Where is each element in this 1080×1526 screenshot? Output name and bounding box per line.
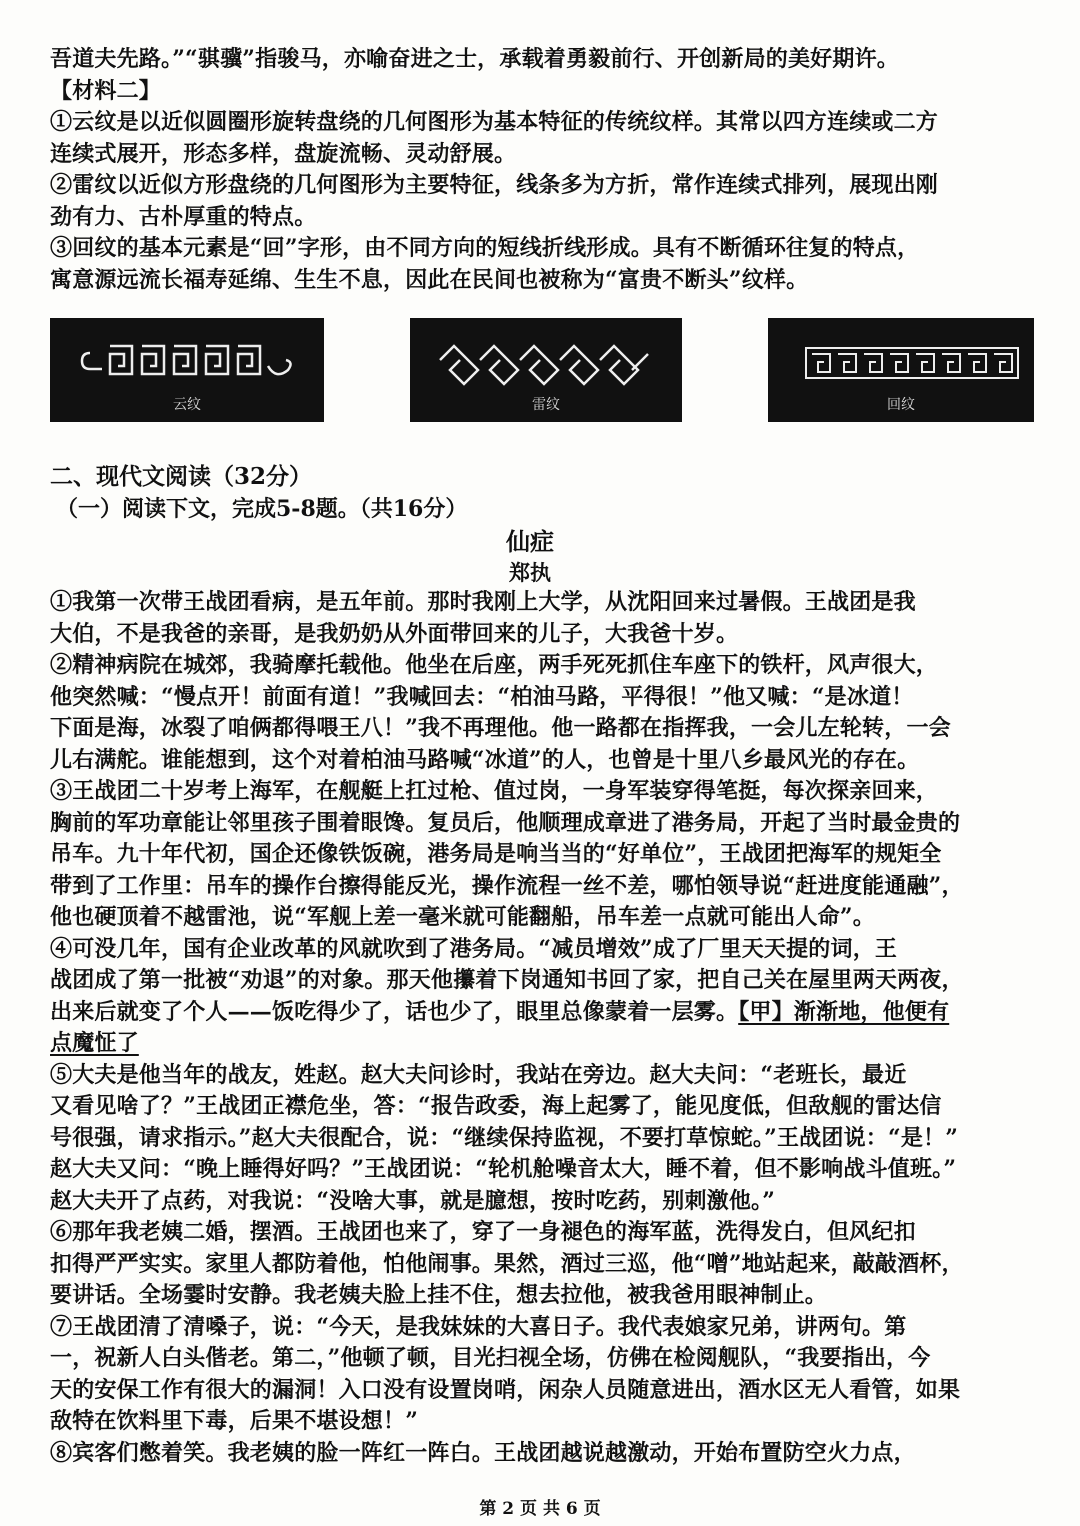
material2-line: ③回纹的基本元素是“回”字形，由不同方向的短线折线形成。具有不断循环往复的特点， (50, 235, 920, 261)
story-line: 要讲话。全场霎时安静。我老姨夫脸上挂不住，想去拉他，被我爸用眼神制止。 (50, 1282, 828, 1308)
story-line: 战团成了第一批被“劝退”的对象。那天他攥着下岗通知书回了家，把自己关在屋里两天两夜， (50, 967, 964, 993)
story-line (50, 997, 1010, 1029)
story-line: 又看见啥了？”王战团正襟危坐，答：“报告政委，海上起雾了，能见度低，但敌舰的雷达信 (50, 1093, 942, 1119)
meander-pattern-image (768, 318, 1034, 422)
story-line: ④可没几年，国有企业改革的风就吹到了港务局。“减员增效”成了厂里天天提的词，王 (50, 935, 898, 962)
pattern-images (50, 318, 1010, 430)
meander-pattern-caption: 回纹 (887, 397, 915, 413)
story-line-text: 出来后就变了个人——饭吃得少了，话也少了，眼里总像蒙着一层雾。 (50, 998, 739, 1025)
material2-line: 劲有力、古朴厚重的特点。 (50, 203, 317, 230)
exam-page (50, 44, 1010, 1469)
story-line: 胸前的军功章能让邻里孩子围着眼馋。复员后，他顺理成章进了港务局，开起了当时最金贵的 (50, 809, 961, 836)
material2-line: ②雷纹以近似方形盘绕的几何图形为主要特征，线条多为方折，常作连续式排列，展现出刚 (50, 172, 939, 198)
story-line: 一，祝新人白头偕老。第二，”他顿了顿，目光扫视全场，仿佛在检阅舰队，“我要指出，今 (50, 1345, 931, 1371)
story-title: 仙症 (506, 527, 554, 556)
story-line: 赵大夫又问：“晚上睡得好吗？”王战团说：“轮机舱噪音太大，睡不着，但不影响战斗值班。” (50, 1156, 957, 1182)
story-line: ①我第一次带王战团看病，是五年前。那时我刚上大学，从沈阳回来过暑假。王战团是我 (50, 589, 916, 615)
story-line: 大伯，不是我爸的亲哥，是我奶奶从外面带回来的儿子，大我爸十岁。 (50, 620, 739, 647)
jia-marker: 【甲】渐渐地，他便有 (738, 998, 950, 1025)
intro-line: 吾道夫先路。”“骐骥”指骏马，亦喻奋进之士，承载着勇毅前行、开创新局的美好期许。 (50, 46, 899, 72)
story-line: 敌特在饮料里下毒，后果不堪设想！” (50, 1408, 419, 1434)
story-author: 郑执 (509, 560, 551, 585)
story-line: 他突然喊：“慢点开！前面有道！”我喊回去：“柏油马路，平得很！”他又喊：“是冰道！ (50, 683, 914, 710)
cloud-pattern-image (50, 318, 324, 422)
question-instruction: （一）阅读下文，完成5-8题。（共16分） (56, 496, 468, 522)
material2-heading: 【材料二】 (50, 77, 162, 104)
story-line: ⑧宾客们憋着笑。我老姨的脸一阵红一阵白。王战团越说越激动，开始布置防空火力点， (50, 1439, 916, 1466)
story-line: ⑤大夫是他当年的战友，姓赵。赵大夫问诊时，我站在旁边。赵大夫问：“老班长，最近 (50, 1061, 907, 1088)
story-line: ⑦王战团清了清嗓子，说：“今天，是我妹妹的大喜日子。我代表娘家兄弟，讲两句。第 (50, 1313, 907, 1340)
story-line: ⑥那年我老姨二婚，摆酒。王战团也来了，穿了一身褪色的海军蓝，洗得发白，但风纪扣 (50, 1219, 916, 1245)
thunder-pattern-image (410, 318, 682, 422)
cloud-pattern-caption: 云纹 (173, 397, 201, 413)
thunder-pattern-caption: 雷纹 (532, 397, 560, 413)
story-line (50, 1028, 1010, 1060)
page-footer: 第 2 页 共 6 页 (479, 1499, 601, 1519)
story-line: ②精神病院在城郊，我骑摩托载他。他坐在后座，两手死死抓住车座下的铁杆，风声很大， (50, 652, 939, 678)
story-line: 扣得严严实实。家里人都防着他，怕他闹事。果然，酒过三巡，他“噌”地站起来，敲敲酒杯， (50, 1250, 964, 1277)
story-line: 赵大夫开了点药，对我说：“没啥大事，就是臆想，按时吃药，别刺激他。” (50, 1187, 776, 1214)
material2-line: 连续式展开，形态多样，盘旋流畅、灵动舒展。 (50, 140, 517, 167)
story-line: 儿右满舵。谁能想到，这个对着柏油马路喊“冰道”的人，也曾是十里八乡最风光的存在。 (50, 746, 920, 773)
section-title: 二、现代文阅读（32分） (50, 463, 313, 490)
story-line: ③王战团二十岁考上海军，在舰艇上扛过枪、值过岗，一身军装穿得笔挺，每次探亲回来， (50, 778, 939, 804)
story-line: 号很强，请求指示。”赵大夫很配合，说：“继续保持监视，不要打草惊蛇。”王战团说：“是！” (50, 1124, 959, 1151)
story-line: 他也硬顶着不越雷池，说“军舰上差一毫米就可能翻船，吊车差一点就可能出人命”。 (50, 904, 875, 930)
material2-line: ①云纹是以近似圆圈形旋转盘绕的几何图形为基本特征的传统纹样。其常以四方连续或二方 (50, 109, 939, 135)
story-line: 吊车。九十年代初，国企还像铁饭碗，港务局是响当当的“好单位”，王战团把海军的规矩全 (50, 841, 942, 867)
story-line: 带到了工作里：吊车的操作台擦得能反光，操作流程一丝不差，哪怕领导说“赶进度能通融”， (50, 872, 964, 899)
story-line: 天的安保工作有很大的漏洞！入口没有设置岗哨，闲杂人员随意进出，酒水区无人看管，如果 (50, 1376, 961, 1403)
story-line: 下面是海，冰裂了咱俩都得喂王八！”我不再理他。他一路都在指挥我，一会儿左轮转，一会 (50, 715, 951, 741)
jia-marker-continued: 点魔怔了 (50, 1030, 139, 1056)
material2-line: 寓意源远流长福寿延绵、生生不息，因此在民间也被称为“富贵不断头”纹样。 (50, 266, 809, 293)
